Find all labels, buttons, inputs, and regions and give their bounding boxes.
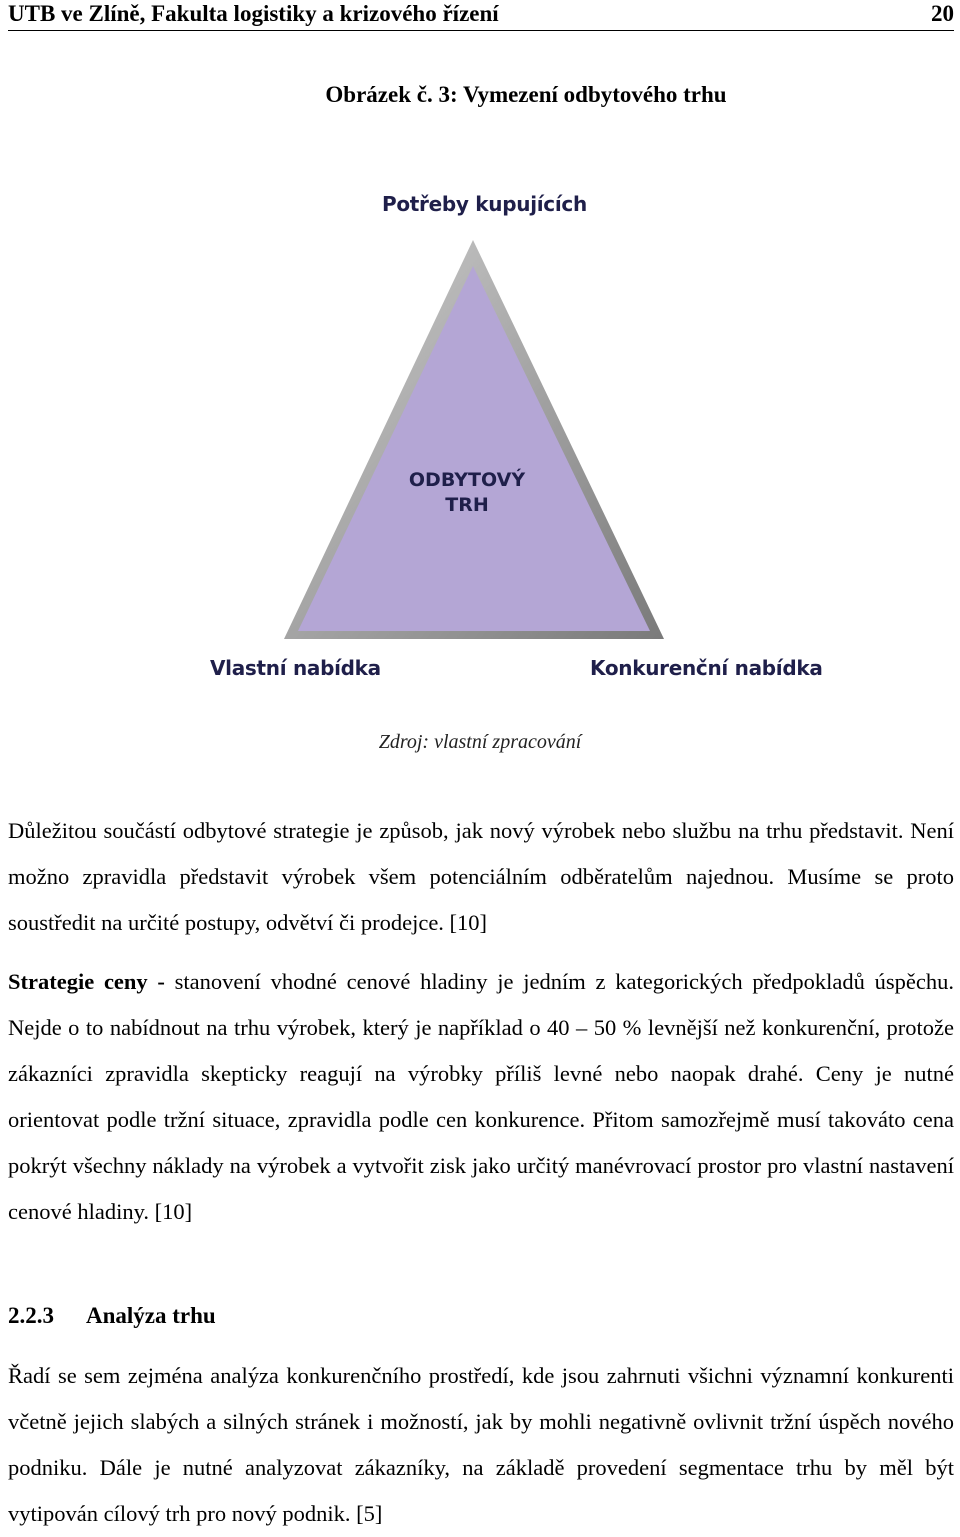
- right-label: Konkurenční nabídka: [590, 656, 823, 680]
- page-header: [8, 0, 954, 31]
- paragraph-2-body: stanovení vhodné cenové hladiny je jedním z kategorických předpokladů úspěchu. Nejde o to nabídnout na trhu výrobek, který je například o 40 – 50 % levnější než konkurenční, protože zákazníci zpravidla skepticky reagují na výrobky příliš levné nebo naopak drahé. Ceny je nutné orientovat podle tržní situace, zpravidla podle cen konkurence. Přitom samozřejmě musí takováto cena pokrýt všechny náklady na výrobek a vytvořit zisk jako určitý manévrovací prostor pro vlastní nastavení cenové hladiny. [10]: [8, 969, 954, 1224]
- header-title: UTB ve Zlíně, Fakulta logistiky a krizového řízení: [8, 1, 499, 26]
- figure-caption: Obrázek č. 3: Vymezení odbytového trhu: [325, 82, 727, 107]
- page-number: 20: [931, 1, 954, 26]
- center-label-line2: TRH: [445, 494, 489, 516]
- section-heading: [8, 1303, 216, 1329]
- market-triangle-figure: [180, 180, 823, 700]
- paragraph-1: Důležitou součástí odbytové strategie je způsob, jak nový výrobek nebo službu na trhu představit. Není možno zpravidla představit výrobek všem potenciálním odběratelům najednou. Musíme se proto soustředit na určité postupy, odvětví či prodejce. [10]: [8, 818, 954, 935]
- section-number: 2.2.3: [8, 1303, 54, 1328]
- center-label-line1: ODBYTOVÝ: [408, 469, 526, 491]
- triangle-diagram: [180, 180, 820, 700]
- figure-source: Zdroj: vlastní zpracování: [378, 731, 582, 753]
- triangle-fill: [298, 266, 650, 631]
- section-title: Analýza trhu: [86, 1303, 216, 1328]
- paragraph-2: [8, 959, 954, 1235]
- top-label: Potřeby kupujících: [382, 192, 587, 216]
- paragraph-2-lead: Strategie ceny -: [8, 969, 165, 994]
- left-label: Vlastní nabídka: [210, 656, 381, 680]
- paragraph-3: Řadí se sem zejména analýza konkurenčního prostředí, kde jsou zahrnuti všichni významní konkurenti včetně jejich slabých a silných stránek i možností, jak by mohli negativně ovlivnit tržní úspěch nového podniku. Dále je nutné analyzovat zákazníky, na základě provedení segmentace trhu by měl být vytipován cílový trh pro nový podnik. [5]: [8, 1363, 954, 1526]
